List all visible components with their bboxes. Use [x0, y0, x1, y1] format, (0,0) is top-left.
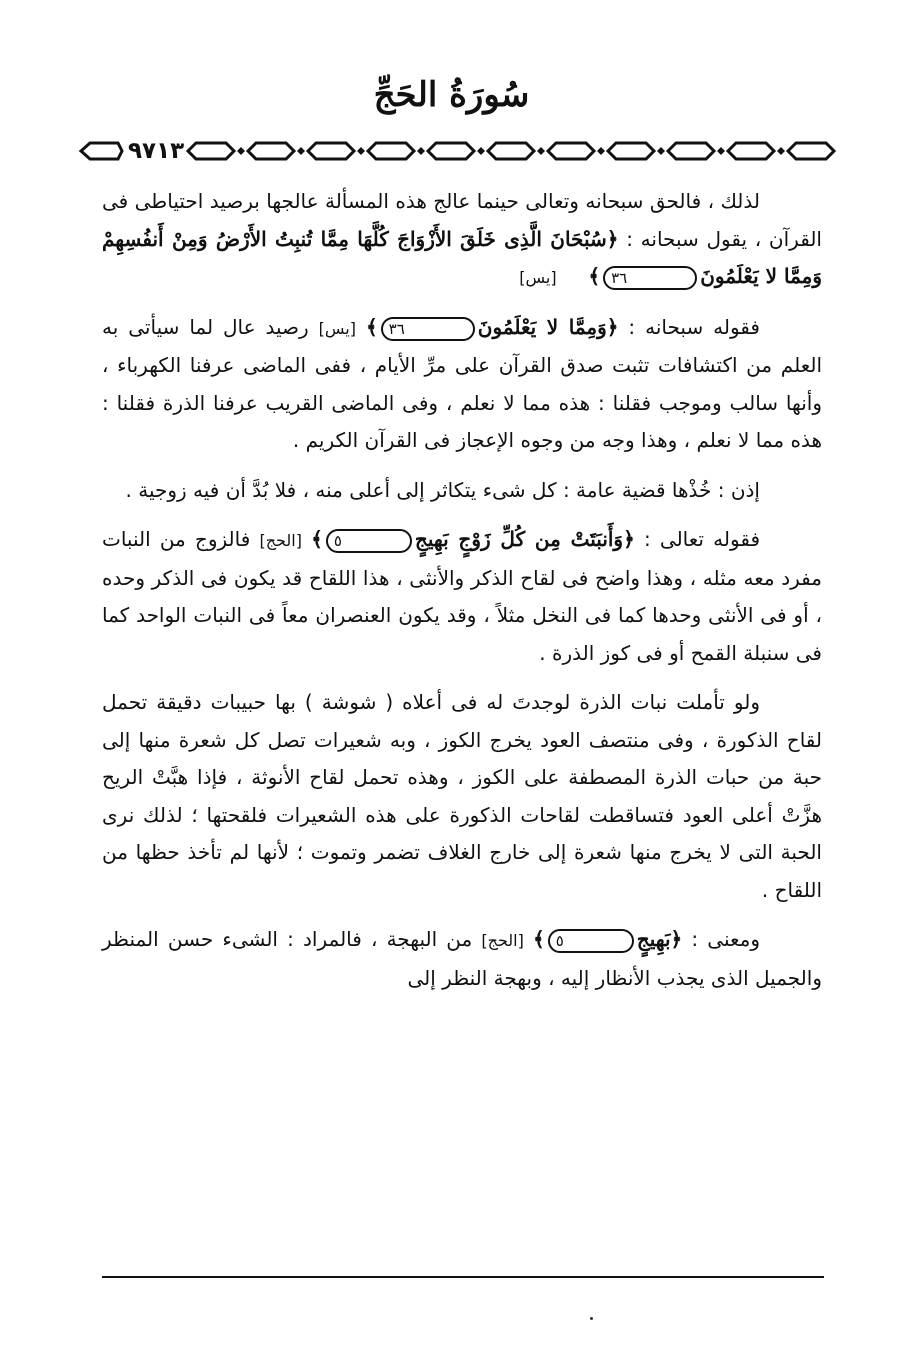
- ornament-dot-icon: [237, 147, 245, 155]
- page-number: ٩٧١٣: [128, 138, 185, 164]
- verse-open-brace: ﴿: [606, 226, 619, 251]
- ornament-link-icon: [308, 143, 354, 159]
- paragraph-2: [102, 309, 822, 460]
- ornament-link-icon: [668, 143, 714, 159]
- ornament-link-icon: [248, 143, 294, 159]
- ayah-number-badge: ٣٦: [381, 317, 475, 341]
- quran-verse: سُبْحَانَ الَّذِى خَلَقَ الأَزْوَاجَ كُلَّهَا مِمَّا تُنبِتُ الأَرْضُ وَمِنْ أَنفُسِهِمْ وَمِمَّا لا يَعْلَمُونَ: [102, 226, 822, 288]
- paragraph-text: ومعنى :: [682, 927, 760, 951]
- ornament-dot-icon: [717, 147, 725, 155]
- ayah-number-badge: ٥: [548, 929, 634, 953]
- paragraph-4: [102, 521, 822, 672]
- ornament-dot-icon: [477, 147, 485, 155]
- ornament-dot-icon: [597, 147, 605, 155]
- ornament-dot-icon: [297, 147, 305, 155]
- ornament-link-icon: [548, 143, 594, 159]
- ornament-link-icon: [728, 143, 774, 159]
- ornament-dot-icon: [417, 147, 425, 155]
- ornament-dot-icon: [357, 147, 365, 155]
- paragraph-6: [102, 921, 822, 997]
- ornament-link-icon: [368, 143, 414, 159]
- ornament-link-icon: [788, 143, 834, 159]
- quran-verse: بَهِيجٍ: [636, 927, 671, 951]
- surah-reference: [يس]: [519, 268, 557, 287]
- ayah-number-badge: ٥: [326, 529, 412, 553]
- verse-open-brace: ﴿: [606, 314, 619, 339]
- paragraph-text: فقوله سبحانه :: [618, 314, 760, 339]
- surah-reference: [الحج]: [481, 931, 524, 950]
- ornament-link-icon: [488, 143, 534, 159]
- ornament-dot-icon: [537, 147, 545, 155]
- footer-divider: [102, 1276, 824, 1278]
- ornament-chain-icon: [186, 140, 836, 162]
- print-speck: [590, 1317, 593, 1320]
- main-text: [102, 183, 822, 1009]
- verse-close-brace: ﴾: [533, 927, 545, 951]
- quran-verse: وَأَنبَتَتْ مِن كُلِّ زَوْجٍ بَهِيجٍ: [414, 527, 624, 551]
- quran-verse: وَمِمَّا لا يَعْلَمُونَ: [477, 314, 607, 339]
- paragraph-text: من البهجة ، فالمراد : الشىء حسن المنظر والجميل الذى يجذب الأنظار إليه ، وبهجة النظر إلى: [102, 927, 822, 990]
- ayah-number-badge: ٣٦: [603, 266, 697, 290]
- verse-close-brace: ﴾: [311, 527, 323, 551]
- paragraph-text: رصيد عال لما سيأتى به العلم من اكتشافات تثبت صدق القرآن على مرِّ الأيام ، ففى الماضى عرفنا الكهرباء ، وأنها سالب وموجب فقلنا : هذه مما لا نعلم ، وفى الماضى القريب عرفنا الذرة فقلنا : هذه مما لا نعلم ، وهذا وجه من وجوه الإعجاز فى القرآن الكريم .: [102, 314, 822, 452]
- ornament-link-icon: [608, 143, 654, 159]
- verse-close-brace: ﴾: [588, 264, 601, 288]
- paragraph-5: ولو تأملت نبات الذرة لوجدتَ له فى أعلاه ( شوشة ) بها حبيبات دقيقة تحمل لقاح الذكورة ، وفى منتصف العود يخرج الكوز ، وبه شعيرات تصل كل شعرة منها إلى حبة من حبات الذرة المصطفة على الكوز ، وهذه تحمل لقاح الأنوثة ، فإذا هبَّتْ الريح هزَّتْ أعلى العود فتساقطت لقاحات الذكورة على هذه الشعيرات فلقحتها ؛ لذلك نرى الحبة التى لا يخرج منها شعرة إلى خارج الغلاف تضمر وتموت ؛ لأنها لم تأخذ حظها من اللقاح .: [102, 690, 822, 902]
- paragraph-1: [102, 183, 822, 297]
- surah-reference: [يس]: [318, 318, 356, 338]
- header-ornament: [78, 136, 848, 166]
- paragraph-3: إذن : خُذْها قضية عامة : كل شىء يتكاثر إلى أعلى منه ، فلا بُدَّ أن فيه زوجية .: [125, 477, 760, 502]
- ornament-dot-icon: [657, 147, 665, 155]
- verse-open-brace: ﴿: [670, 927, 683, 951]
- ornament-dot-icon: [777, 147, 785, 155]
- surah-title: سُورَةُ الحَجِّ: [373, 75, 530, 115]
- surah-reference: [الحج]: [259, 531, 302, 550]
- paragraph-text: فقوله تعالى :: [634, 527, 761, 551]
- paragraph-text: لذلك ، فالحق سبحانه وتعالى حينما عالج هذه المسألة عالجها برصيد احتياطى فى القرآن ، يقول سبحانه :: [102, 189, 822, 251]
- ornament-left-cap-icon: [78, 140, 124, 162]
- paragraph-text: فالزوج من النبات مفرد معه مثله ، وهذا واضح فى لقاح الذكر والأنثى ، هذا اللقاح قد يكون فى الذكر وحده ، أو فى الأنثى وحدها كما فى النخل مثلاً ، وقد يكون العنصران معاً فى النبات الواحد كما فى سنبلة القمح أو فى كوز الذرة .: [102, 527, 822, 665]
- verse-close-brace: ﴾: [365, 314, 378, 339]
- verse-open-brace: ﴿: [623, 527, 635, 551]
- ornament-link-icon: [188, 143, 234, 159]
- ornament-link-icon: [428, 143, 474, 159]
